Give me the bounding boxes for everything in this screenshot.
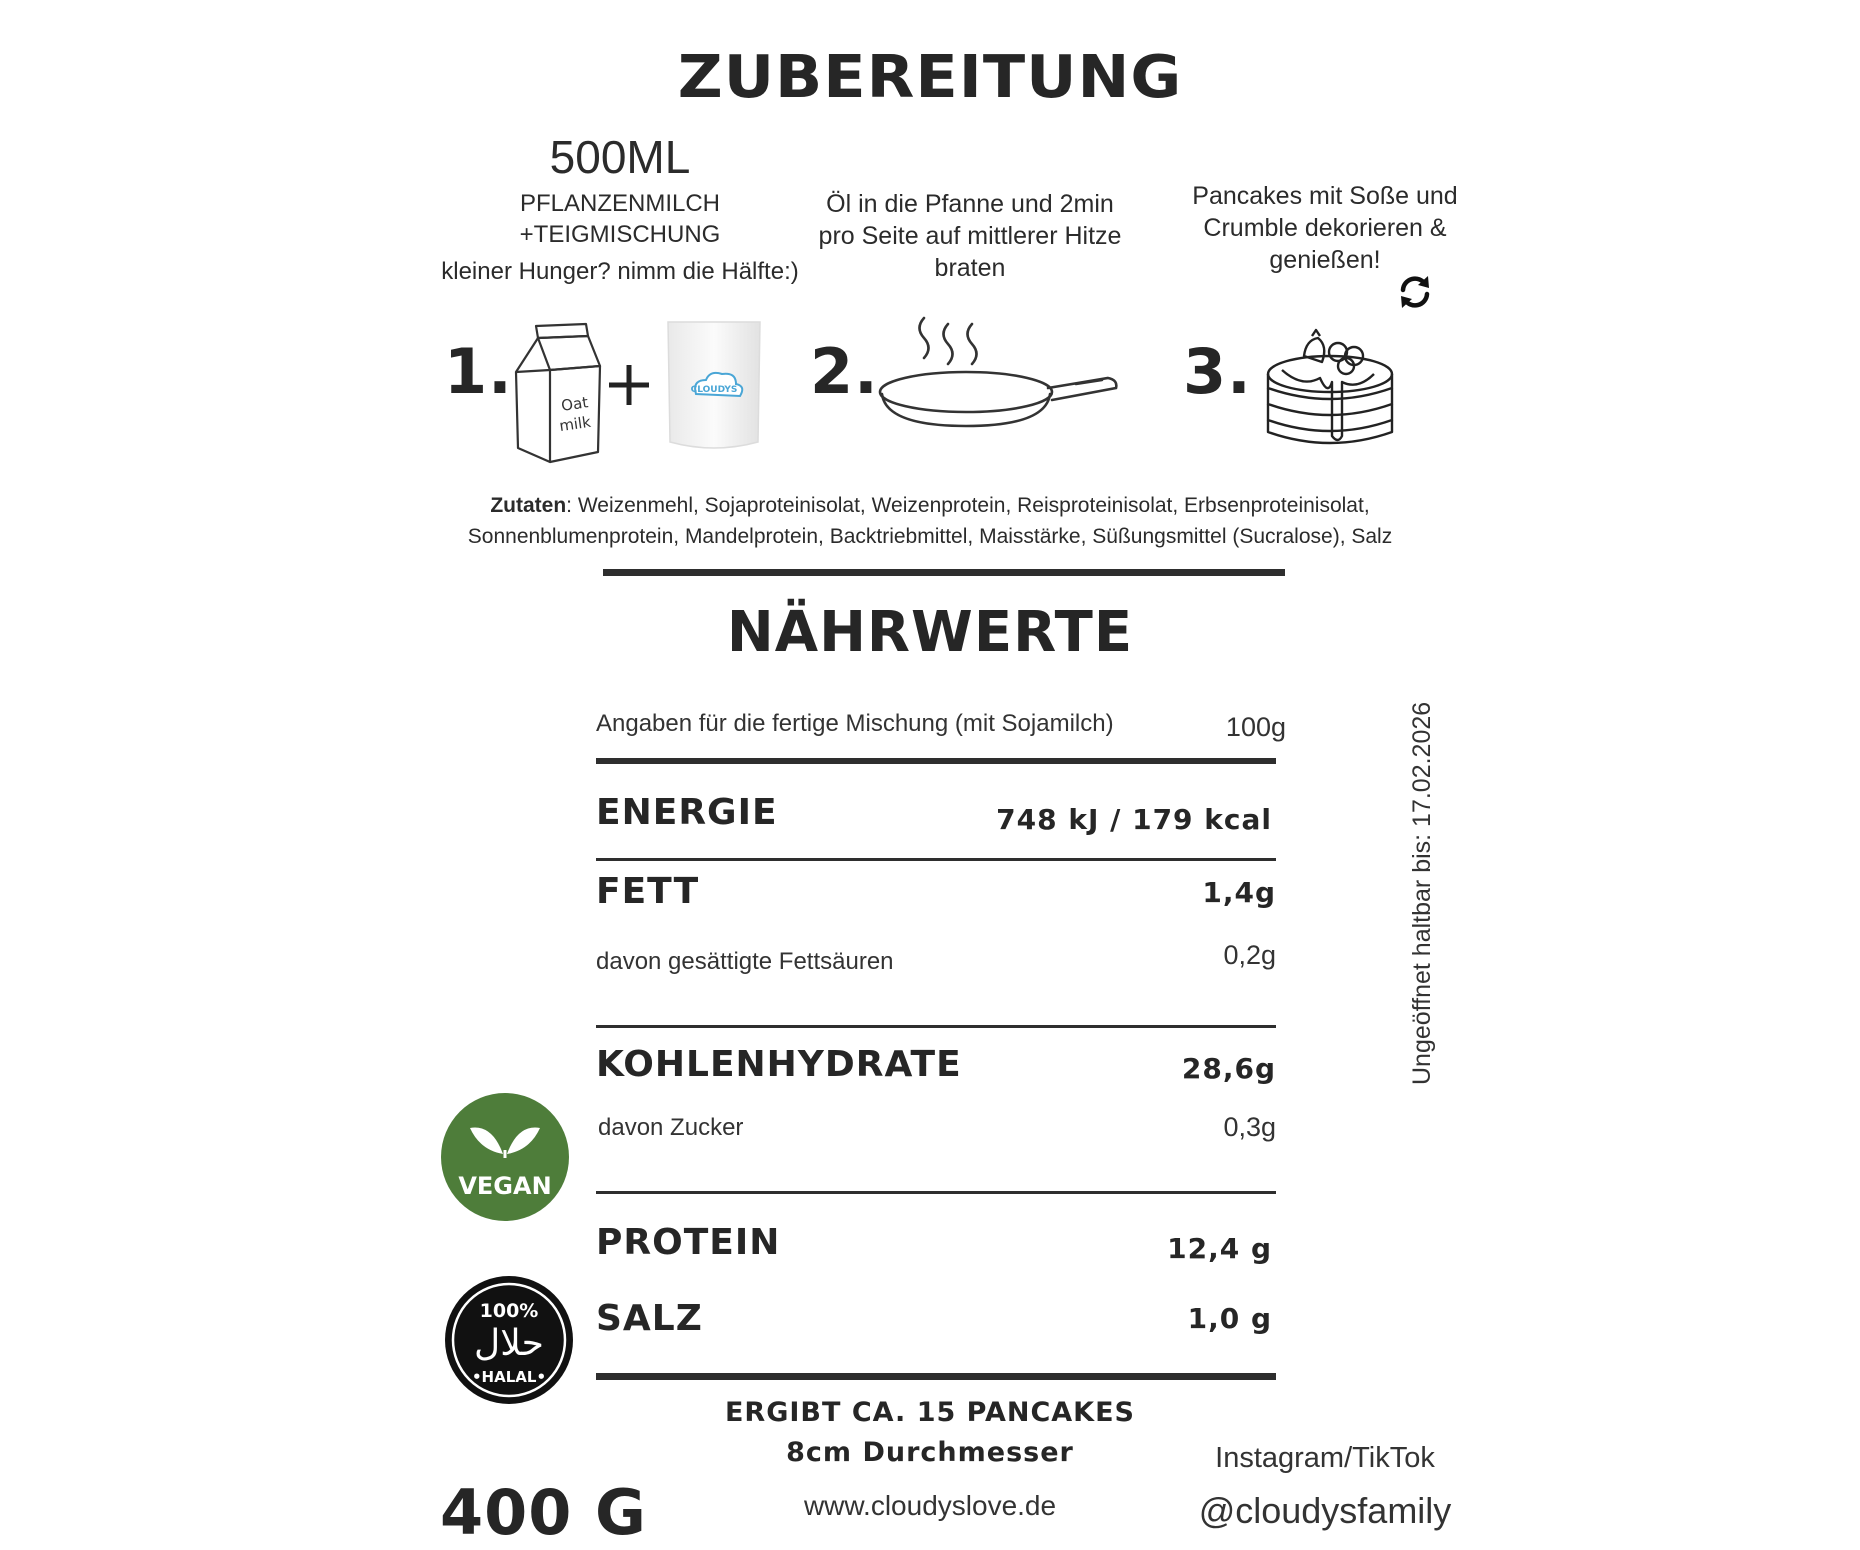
halal-arabic: حلال — [474, 1323, 544, 1364]
step3-line3: genießen! — [1269, 246, 1381, 274]
vegan-badge — [440, 1092, 570, 1222]
refresh-icon — [1395, 272, 1435, 312]
social-label: Instagram/TikTok — [1215, 1442, 1435, 1474]
step3-number: 3. — [1183, 335, 1252, 408]
divider-top — [603, 569, 1285, 576]
frying-pan-icon — [876, 310, 1122, 434]
step2-instructions — [800, 188, 1140, 284]
step1-amount: 500ML — [549, 131, 691, 183]
divider-energy — [596, 858, 1276, 861]
preparation-title: ZUBEREITUNG — [677, 41, 1183, 112]
step1-line1: PFLANZENMILCH — [519, 190, 721, 217]
plus-icon — [606, 362, 652, 408]
step3-line1: Pancakes mit Soße und — [1192, 182, 1458, 210]
step1-line3: kleiner Hunger? nimm die Hälfte:) — [441, 258, 799, 285]
pouch-brand: CLOUDYS — [690, 385, 738, 395]
yield-line2: 8cm Durchmesser — [786, 1437, 1074, 1468]
carbs-label: KOHLENHYDRATE — [596, 1044, 962, 1085]
nutrition-title: NÄHRWERTE — [726, 600, 1134, 665]
shelf-life: Ungeöffnet haltbar bis: 17.02.2026 — [1408, 701, 1436, 1085]
halal-badge — [444, 1275, 574, 1405]
saturated-value: 0,2g — [1223, 940, 1276, 970]
protein-label: PROTEIN — [596, 1222, 781, 1263]
fat-value: 1,4g — [1202, 876, 1276, 909]
protein-value: 12,4 g — [1167, 1232, 1272, 1265]
step1-line2: +TEIGMISCHUNG — [519, 221, 721, 248]
halal-text: •HALAL• — [471, 1368, 547, 1386]
divider-carbs — [596, 1191, 1276, 1194]
vegan-text: VEGAN — [458, 1172, 552, 1200]
step2-line3: braten — [934, 254, 1006, 282]
ingredients-text2: Sonnenblumenprotein, Mandelprotein, Backtriebmittel, Maisstärke, Süßungsmittel (Sucralose), Salz — [467, 525, 1393, 548]
ingredients-label: Zutaten — [490, 494, 567, 517]
pancake-stack-icon — [1262, 326, 1400, 456]
yield-line1: ERGIBT CA. 15 PANCAKES — [724, 1397, 1135, 1428]
salt-value: 1,0 g — [1187, 1302, 1272, 1335]
carton-label-line2: milk — [558, 412, 592, 436]
package-weight: 400 G — [440, 1476, 647, 1549]
ingredients-list — [400, 490, 1460, 552]
energy-label: ENERGIE — [596, 792, 778, 833]
step2-number: 2. — [810, 335, 879, 408]
fat-label: FETT — [596, 871, 700, 912]
sugar-label: davon Zucker — [598, 1114, 744, 1141]
saturated-label: davon gesättigte Fettsäuren — [596, 948, 894, 975]
divider-basis — [596, 758, 1276, 764]
website: www.cloudyslove.de — [803, 1490, 1057, 1521]
step3-instructions — [1170, 180, 1480, 276]
salt-label: SALZ — [596, 1298, 703, 1339]
step1-number: 1. — [444, 335, 513, 408]
step2-line1: Öl in die Pfanne und 2min — [826, 190, 1114, 218]
step2-line2: pro Seite auf mittlerer Hitze — [818, 222, 1122, 250]
mix-pouch-icon — [664, 318, 764, 454]
social-handle: @cloudysfamily — [1198, 1490, 1452, 1531]
divider-fat — [596, 1025, 1276, 1028]
step3-line2: Crumble dekorieren & — [1203, 214, 1447, 242]
ingredients-text1: : Weizenmehl, Sojaproteinisolat, Weizenprotein, Reisproteinisolat, Erbsenproteinisolat, — [566, 494, 1370, 517]
ingredients-line1 — [400, 490, 1460, 521]
sugar-value: 0,3g — [1223, 1112, 1276, 1142]
nutrition-basis-amount: 100g — [1225, 712, 1286, 742]
carbs-value: 28,6g — [1181, 1052, 1276, 1085]
step1-instructions — [405, 188, 835, 287]
oat-milk-carton-icon — [508, 320, 604, 465]
divider-bottom — [596, 1373, 1276, 1380]
carton-label-line1: Oat — [560, 393, 590, 415]
energy-value: 748 kJ / 179 kcal — [996, 803, 1272, 836]
nutrition-basis-label: Angaben für die fertige Mischung (mit Sojamilch) — [596, 710, 1114, 737]
halal-percent: 100% — [479, 1300, 539, 1322]
